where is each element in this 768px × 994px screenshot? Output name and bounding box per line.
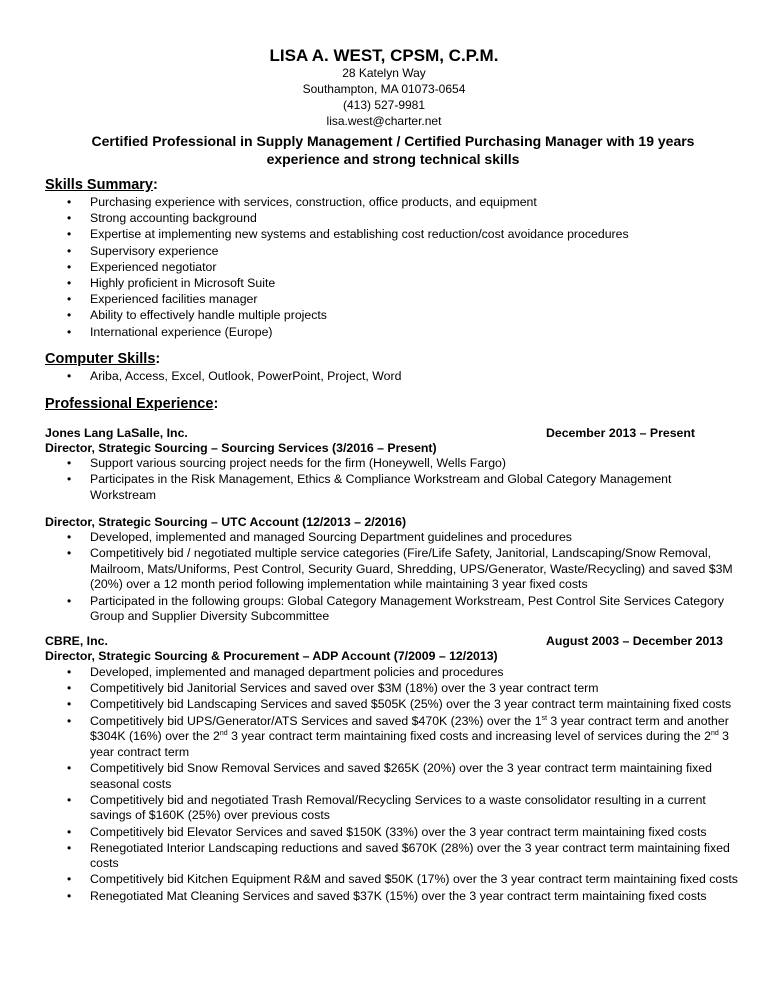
list-item: • Renegotiated Interior Landscaping reductions and saved $670K (28%) over the 3 year contract term maintaining fixed costs bbox=[45, 841, 740, 872]
employer-name: CBRE, Inc. bbox=[45, 634, 108, 648]
list-item: • Developed, implemented and managed Sourcing Department guidelines and procedures bbox=[45, 530, 740, 546]
list-item: • Competitively bid Janitorial Services and saved over $3M (18%) over the 3 year contract term bbox=[45, 681, 740, 697]
list-item: • Participated in the following groups: Global Category Management Workstream, Pest Control Site Services Category Group and Supplier Diversity Subcommittee bbox=[45, 594, 740, 625]
list-item bbox=[45, 714, 740, 761]
phone: (413) 527-9981 bbox=[342, 98, 426, 112]
employment-dates: August 2003 – December 2013 bbox=[545, 634, 723, 648]
headline bbox=[50, 132, 736, 168]
skills-title: Skills Summary bbox=[45, 177, 153, 193]
superscript: nd bbox=[710, 730, 719, 738]
list-item: • Supervisory experience bbox=[45, 244, 740, 260]
employment-dates: December 2013 – Present bbox=[545, 426, 695, 440]
list-item: • Competitively bid Landscaping Services and saved $505K (25%) over the 3 year contract term maintaining fixed costs bbox=[45, 697, 740, 713]
headline-line-1: Certified Professional in Supply Management / Certified Purchasing Manager with 19 years bbox=[91, 133, 695, 149]
superscript: nd bbox=[219, 730, 228, 738]
section-heading-experience bbox=[45, 396, 218, 412]
list-item: • Competitively bid Elevator Services and saved $150K (33%) over the 3 year contract term maintaining fixed costs bbox=[45, 825, 740, 841]
list-item: • Competitively bid and negotiated Trash Removal/Recycling Services to a waste consolidator resulting in a current savings of $160K (25%) over previous costs bbox=[45, 793, 740, 824]
role-title: Director, Strategic Sourcing – Sourcing Services (3/2016 – Present) bbox=[45, 441, 437, 455]
list-item: • Developed, implemented and managed department policies and procedures bbox=[45, 665, 740, 681]
list-item: • Participates in the Risk Management, Ethics & Compliance Workstream and Global Category Management Workstream bbox=[45, 472, 740, 503]
role-title: Director, Strategic Sourcing – UTC Account (12/2013 – 2/2016) bbox=[45, 515, 407, 529]
address-line-1: 28 Katelyn Way bbox=[342, 66, 426, 80]
computer-list bbox=[45, 369, 740, 385]
list-item: • Ability to effectively handle multiple projects bbox=[45, 308, 740, 324]
list-item: • Experienced negotiator bbox=[45, 260, 740, 276]
list-item-text: Competitively bid UPS/Generator/ATS Services and saved $470K (23%) over the 1 bbox=[90, 713, 542, 728]
skills-list bbox=[45, 195, 740, 341]
headline-line-2: experience and strong technical skills bbox=[266, 151, 520, 167]
experience-colon: : bbox=[213, 396, 219, 412]
computer-colon: : bbox=[155, 351, 161, 367]
employer-row-jll bbox=[45, 426, 695, 440]
list-item-text: 3 year contract term maintaining fixed costs and increasing level of services during the 2 bbox=[227, 729, 711, 744]
superscript: st bbox=[541, 714, 548, 722]
employer-name: Jones Lang LaSalle, Inc. bbox=[45, 426, 188, 440]
jll-role1-list bbox=[45, 456, 740, 504]
resume-name: LISA A. WEST, CPSM, C.P.M. bbox=[269, 46, 499, 65]
list-item: • Highly proficient in Microsoft Suite bbox=[45, 276, 740, 292]
list-item: • Expertise at implementing new systems and establishing cost reduction/cost avoidance procedures bbox=[45, 227, 740, 243]
list-item-text: 3 year contract term bbox=[90, 729, 729, 759]
list-item: • Competitively bid Kitchen Equipment R&M and saved $50K (17%) over the 3 year contract term maintaining fixed costs bbox=[45, 872, 740, 888]
skills-colon: : bbox=[153, 177, 158, 193]
computer-title: Computer Skills bbox=[45, 351, 156, 367]
list-item-text: 3 year contract term and another $304K (16%) over the 2 bbox=[90, 713, 729, 744]
contact-block bbox=[0, 65, 768, 129]
list-item: • Ariba, Access, Excel, Outlook, PowerPoint, Project, Word bbox=[45, 369, 740, 385]
list-item: • Competitively bid Snow Removal Services and saved $265K (20%) over the 3 year contract term maintaining fixed seasonal costs bbox=[45, 761, 740, 792]
email: lisa.west@charter.net bbox=[326, 114, 442, 128]
list-item: • Competitively bid / negotiated multiple service categories (Fire/Life Safety, Janitorial, Landscaping/Snow Removal, Mailroom, Mats/Uniforms, Pest Control, Security Guard, Shredding, UPS/Generator, Waste/Recycling) and saved $3M (20%) over a 12 month period following implementation while maintaining 3 year fixed costs bbox=[45, 546, 740, 593]
experience-title: Professional Experience bbox=[45, 396, 214, 412]
list-item: • Renegotiated Mat Cleaning Services and saved $37K (15%) over the 3 year contract term maintaining fixed costs bbox=[45, 889, 740, 905]
list-item: • International experience (Europe) bbox=[45, 325, 740, 341]
employer-row-cbre bbox=[45, 634, 723, 648]
role-title: Director, Strategic Sourcing & Procurement – ADP Account (7/2009 – 12/2013) bbox=[45, 649, 498, 663]
list-item: • Purchasing experience with services, construction, office products, and equipment bbox=[45, 195, 740, 211]
list-item: • Strong accounting background bbox=[45, 211, 740, 227]
section-heading-computer bbox=[45, 351, 160, 367]
jll-role2-list bbox=[45, 530, 740, 625]
list-item: • Support various sourcing project needs for the firm (Honeywell, Wells Fargo) bbox=[45, 456, 740, 472]
section-heading-skills bbox=[45, 177, 158, 193]
list-item: • Experienced facilities manager bbox=[45, 292, 740, 308]
address-line-2: Southampton, MA 01073-0654 bbox=[302, 82, 466, 96]
cbre-list bbox=[45, 665, 740, 905]
